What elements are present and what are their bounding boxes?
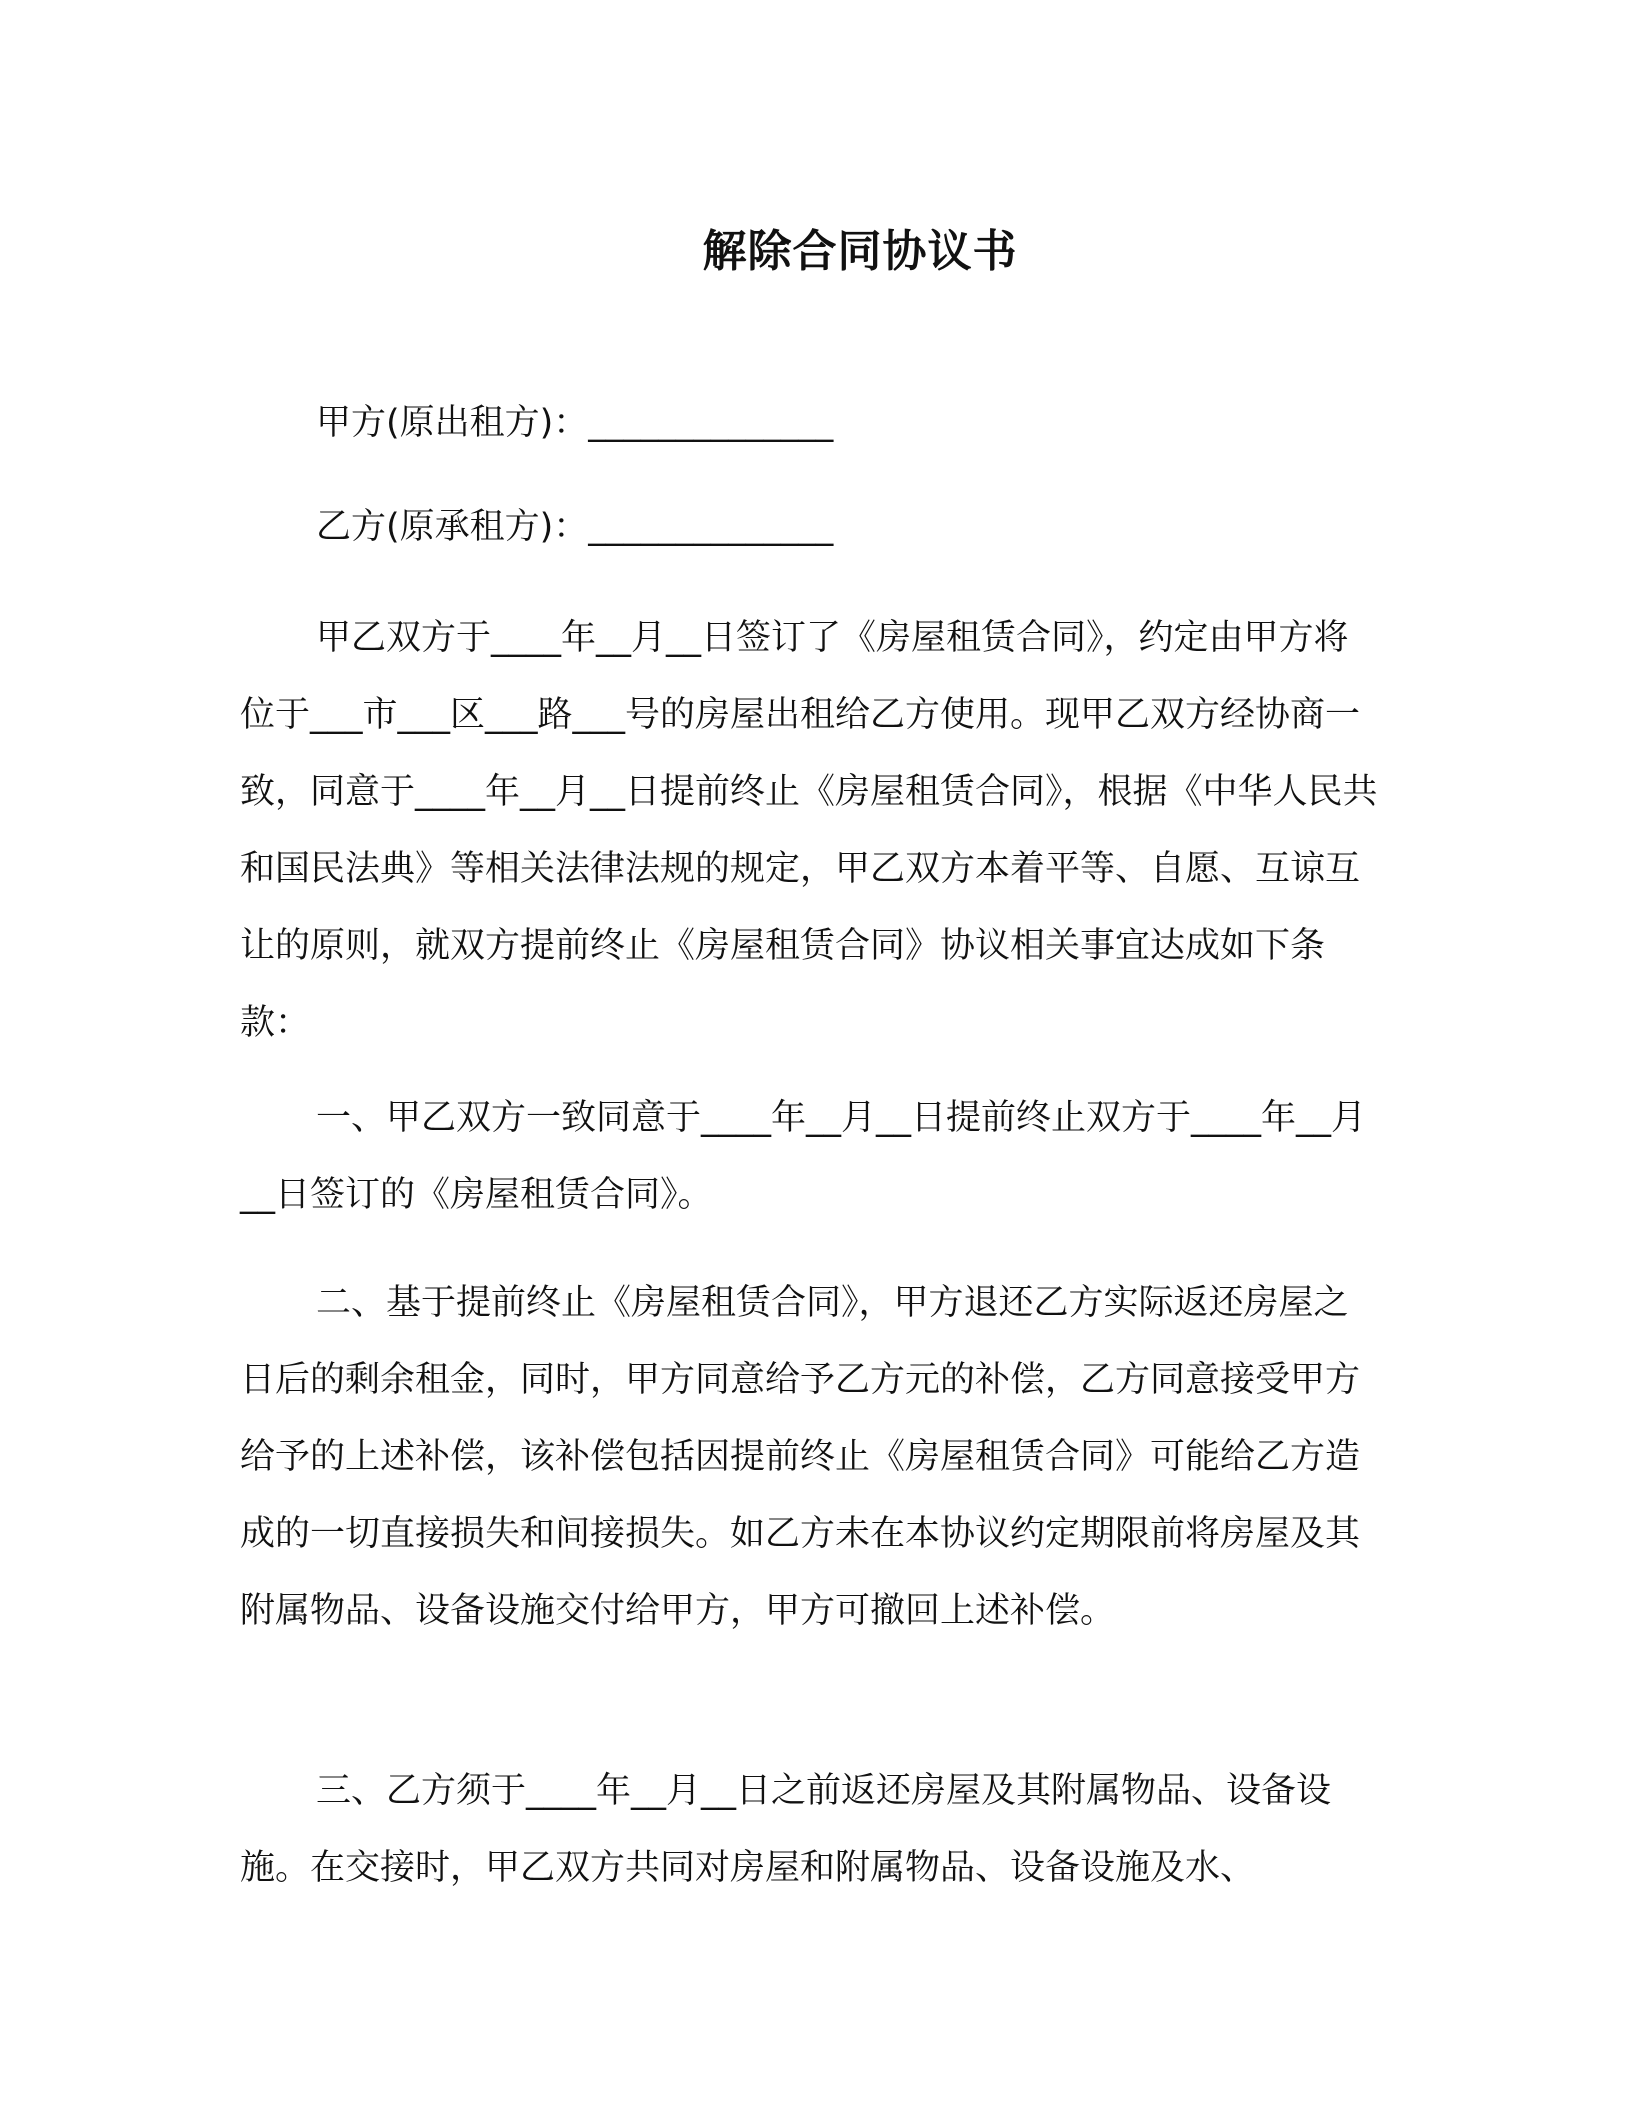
document-title: 解除合同协议书 [702, 226, 1018, 277]
party-b-line: 乙方(原承租方)：______________ [316, 507, 834, 547]
clause-one: 一、甲乙双方一致同意于____年__月__日提前终止双方于____年__月__日签订的《房屋租赁合同》。 [240, 1098, 1367, 1215]
clause-three: 三、乙方须于____年__月__日之前返还房屋及其附属物品、设备设施。在交接时，甲乙双方共同对房屋和附属物品、设备设施及水、 [240, 1771, 1332, 1888]
clause-two: 二、基于提前终止《房屋租赁合同》，甲方退还乙方实际返还房屋之日后的剩余租金，同时，甲方同意给予乙方元的补偿，乙方同意接受甲方给予的上述补偿，该补偿包括因提前终止《房屋租赁合同》可能给乙方造成的一切直接损失和间接损失。如乙方未在本协议约定期限前将房屋及其附属物品、设备设施交付给甲方，甲方可撤回上述补偿。 [240, 1283, 1361, 1631]
party-a-line: 甲方(原出租方)：______________ [316, 403, 834, 443]
intro-paragraph: 甲乙双方于____年__月__日签订了《房屋租赁合同》，约定由甲方将位于___市___区___路___号的房屋出租给乙方使用。现甲乙双方经协商一致，同意于____年__月__日提前终止《房屋租赁合同》，根据《中华人民共和国民法典》等相关法律法规的规定，甲乙双方本着平等、自愿、互谅互让的原则，就双方提前终止《房屋租赁合同》协议相关事宜达成如下条款： [240, 618, 1378, 1043]
